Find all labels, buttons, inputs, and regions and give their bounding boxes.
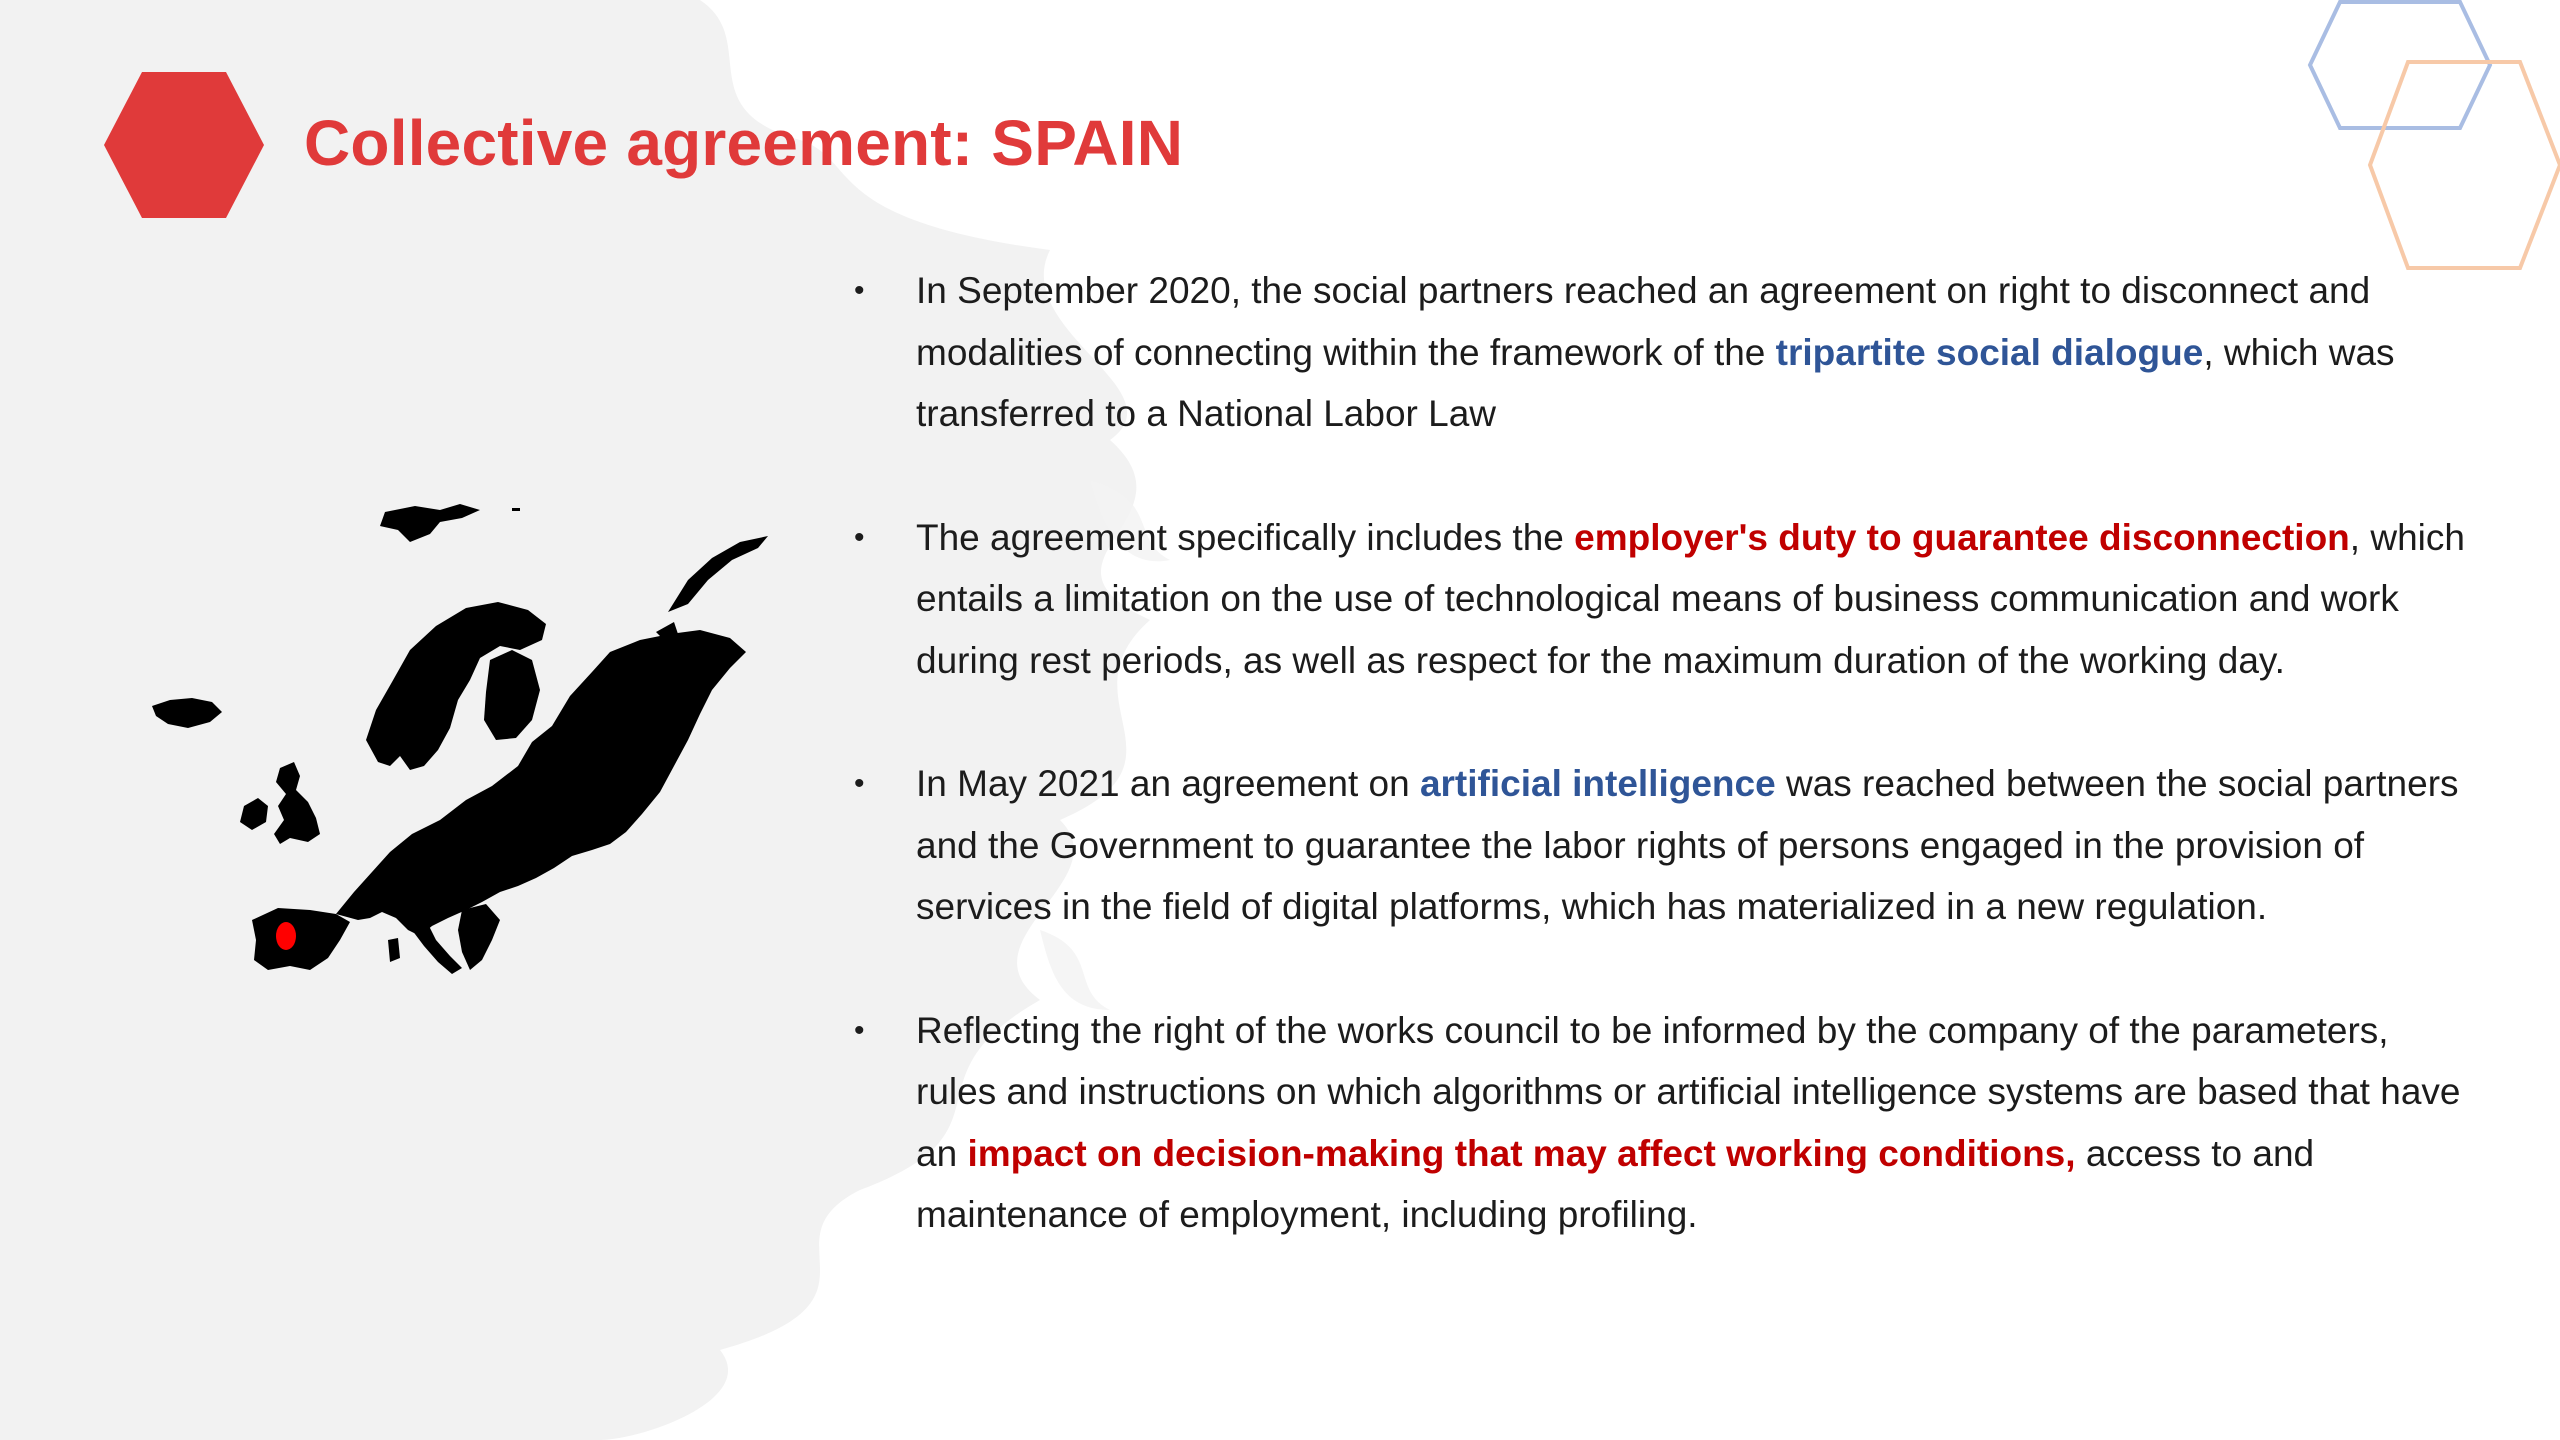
bullet-highlight: impact on decision-making that may affect working conditions, <box>967 1132 2076 1174</box>
bullet-item <box>854 260 2474 445</box>
bullet-highlight: employer's duty to guarantee disconnection <box>1574 516 2350 558</box>
bullet-item <box>854 1000 2474 1246</box>
bullet-text: , which entails a limitation on the use of technological means of business communication and work during rest periods, as well as respect for the maximum duration of the working day. <box>916 516 2465 681</box>
bullet-text: access to and maintenance of employment, including profiling. <box>916 1132 2315 1235</box>
bullet-highlight: artificial intelligence <box>1419 763 1776 804</box>
bullet-item <box>854 507 2474 692</box>
bullet-list <box>854 260 2474 1246</box>
page-title: Collective agreement: SPAIN <box>304 107 1184 179</box>
bullet-marker: • <box>854 520 865 554</box>
bullet-text: , which was transferred to a National Labor Law <box>916 331 2395 434</box>
bullet-marker: • <box>854 274 865 307</box>
bullet-text: In May 2021 an agreement on <box>916 763 1420 804</box>
hexagon-icon <box>104 72 264 218</box>
decorative-hexagons <box>2280 0 2560 280</box>
bullet-marker: • <box>854 767 865 800</box>
europe-map-icon <box>140 500 780 980</box>
bullet-text: In September 2020, the social partners reached an agreement on right to disconnect and modalities of connecting within the framework of the <box>916 270 2371 373</box>
bullet-highlight: tripartite social dialogue <box>1775 331 2204 373</box>
bullet-item <box>854 753 2474 938</box>
bullet-text: was reached between the social partners and the Government to guarantee the labor rights of persons engaged in the provision of services in the field of digital platforms, which has materialized in a new regulation. <box>916 763 2459 927</box>
bullet-text: The agreement specifically includes the <box>916 516 1575 558</box>
bullet-marker: • <box>854 1013 865 1047</box>
bullet-text: Reflecting the right of the works council to be informed by the company of the parameters, rules and instructions on which algorithms or artificial intelligence systems are based that have an <box>916 1009 2461 1174</box>
